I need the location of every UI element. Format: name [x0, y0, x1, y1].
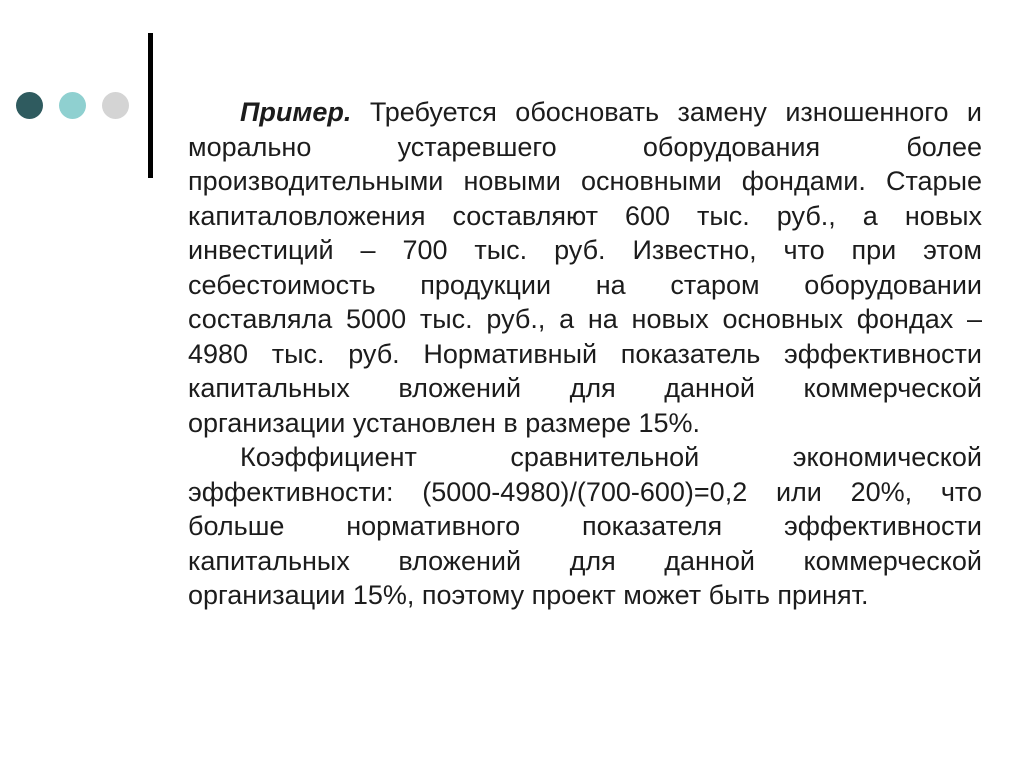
slide-body-text [188, 95, 982, 613]
example-text: Требуется обосновать замену изношенного и морально устаревшего оборудования более производительными новыми основными фондами. Старые капиталовложения составляют 600 тыс. руб., а новых инвестиций – 700 тыс. руб. Известно, что при этом себестоимость продукции на старом оборудовании составляла 5000 тыс. руб., а на новых основных фондах – 4980 тыс. руб. Нормативный показатель эффективности капитальных вложений для данной коммерческой организации установлен в размере 15%. [188, 97, 982, 438]
conclusion-paragraph [188, 440, 982, 613]
decor-dot-dark-teal [16, 92, 43, 119]
example-lead-word: Пример. [240, 97, 352, 127]
conclusion-text: Коэффициент сравнительной экономической эффективности: (5000-4980)/(700-600)=0,2 или 20%, что больше нормативного показателя эффективности капитальных вложений для данной коммерческой организации 15%, поэтому проект может быть принят. [188, 442, 982, 610]
decor-dot-gray [102, 92, 129, 119]
decor-dot-light-teal [59, 92, 86, 119]
vertical-divider-bar [148, 33, 153, 178]
example-paragraph [188, 95, 982, 440]
